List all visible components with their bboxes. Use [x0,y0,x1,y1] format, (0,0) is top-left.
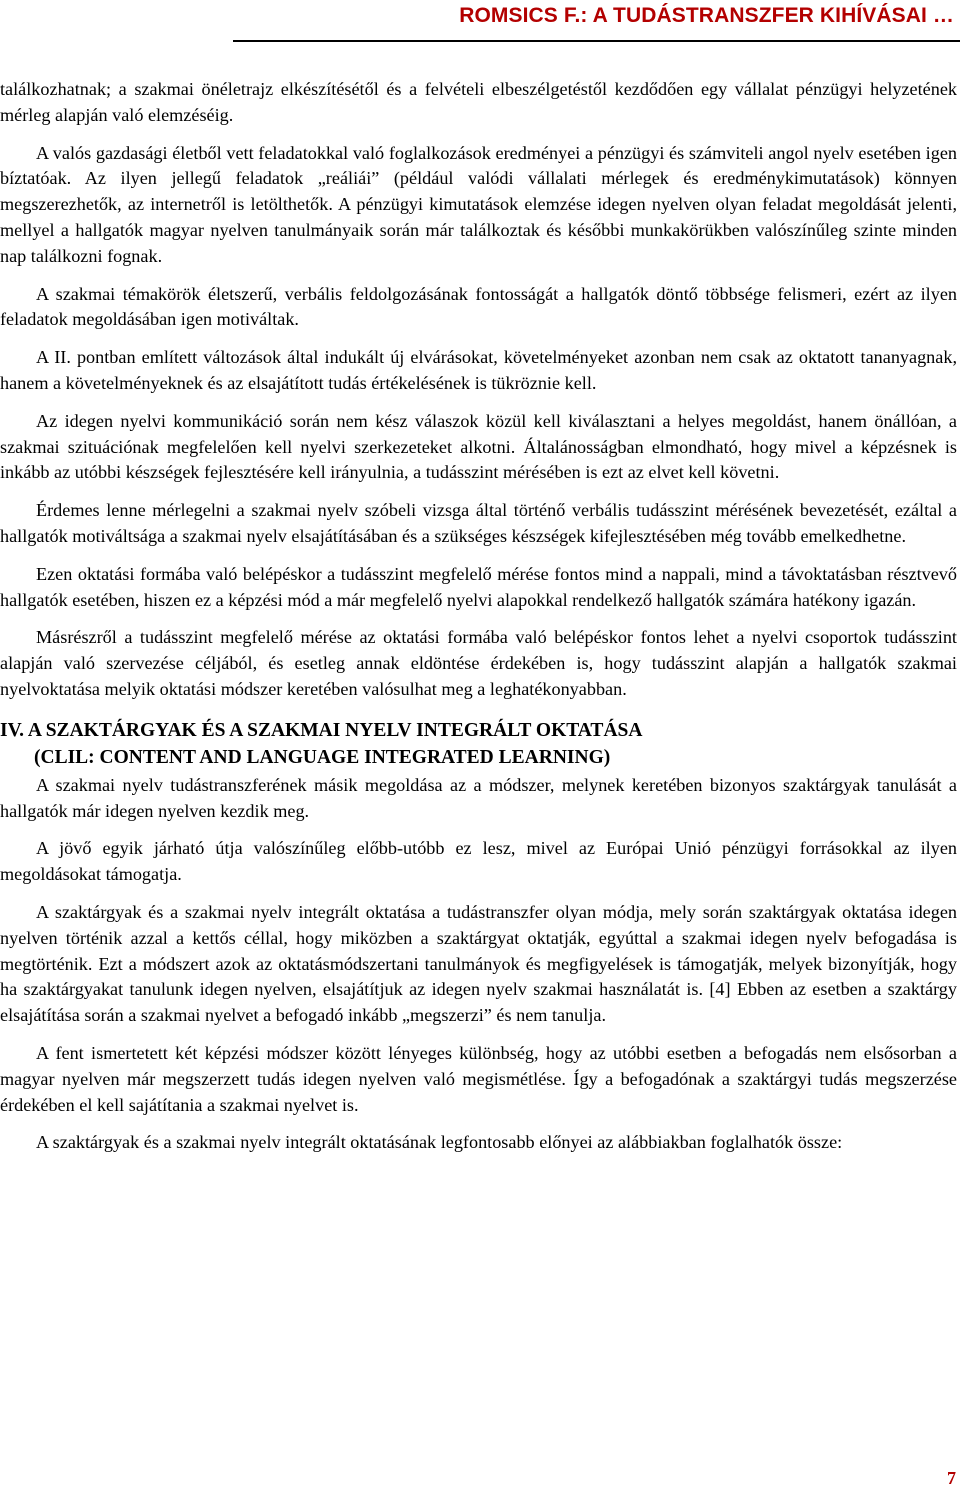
paragraph: Másrészről a tudásszint megfelelő mérése az oktatási formába való belépéskor fontos lehet a nyelvi csoportok tudásszint alapján való szervezése céljából, és esetleg annak eldöntése érdekében is, hogy tudásszint alapján a hallgatók szakmai nyelvoktatása melyik oktatási módszer keretében valósulhat meg a leghatékonyabban. [0,627,957,699]
paragraph: Ezen oktatási formába való belépéskor a tudásszint megfelelő mérése fontos mind a nappali, mind a távoktatásban résztvevő hallgatók esetében, hiszen ez a képzési mód a már megfelelő nyelvi alapokkal rendelkező hallgatók számára hatékony igazán. [0,563,957,610]
paragraph: A szakmai témakörök életszerű, verbális feldolgozásának fontosságát a hallgatók döntő többsége felismeri, ezért az ilyen feladatok megoldásában igen motiváltak. [0,283,957,330]
paragraph: A jövő egyik járható útja valószínűleg előbb-utóbb ez lesz, mivel az Európai Unió pénzügyi forrásokkal az ilyen megoldásokat támogatja. [0,838,957,885]
header-rule [233,40,960,42]
paragraph: A fent ismertetett két képzési módszer között lényeges különbség, hogy az utóbbi esetben a befogadás nem elsősorban a magyar nyelven már megszerzett tudás idegen nyelven való megismétlése. Így a befogadónak a szaktárgyi tudás megszerzése érdekében el kell sajátítania a szakmai nyelvet is. [0,1042,957,1115]
paragraph: A szaktárgyak és a szakmai nyelv integrált oktatásának legfontosabb előnyei az alábbiakban foglalhatók össze: [36,1132,843,1153]
paragraph-continuation: találkozhatnak; a szakmai önéletrajz elkészítésétől és a felvételi elbeszélgetéstől kezdődően egy vállalat pénzügyi helyzetének mérleg alapján való elemzéséig. [0,79,957,125]
document-body [0,77,957,1156]
page-number: 7 [947,1468,956,1488]
paragraph: A szaktárgyak és a szakmai nyelv integrált oktatása a tudástranszfer olyan módja, mely során szaktárgyak oktatása idegen nyelven történik azzal a kettős céllal, hogy miközben a szaktárgyat oktatják, egyúttal a szakmai idegen nyelv befogadása is megtörténik. Ezt a módszert azok az oktatásmódszertani tanulmányok és megfigyelések is támogatják, melyek bizonyítják, hogy ha szaktárgyakat tanulunk idegen nyelven, elsajátítjuk az idegen nyelv szakmai használatát is. [4] Ebben az esetben a szaktárgy elsajátítása során a szakmai nyelvet a befogadó inkább „megszerzi” és nem tanulja. [0,901,957,1026]
section-heading [0,717,957,771]
paragraph: A szakmai nyelv tudástranszferének másik megoldása az a módszer, melynek keretében bizonyos szaktárgyak tanulását a hallgatók már idegen nyelven kezdik meg. [0,774,957,821]
paragraph: A valós gazdasági életből vett feladatokkal való foglalkozások eredményei a pénzügyi és számviteli angol nyelv esetében igen bíztatóak. Az ilyen jellegű feladatok „reáliái” (például valódi vállalati mérlegek és eredménykimutatások) könnyen megszerezhetők, az internetről is letölthetők. A pénzügyi kimutatások elemzése idegen nyelven olyan feladat megoldását jelenti, mellyel a hallgatók magyar nyelven tanulmányaik során már találkoztak és későbbi munkakörükben valószínűleg szinte minden nap találkozni fognak. [0,142,957,266]
paragraph: Érdemes lenne mérlegelni a szakmai nyelv szóbeli vizsga által történő verbális tudásszint mérésének bevezetését, ezáltal a hallgatók motiváltsága a szakmai nyelv elsajátításában és a szükséges készségek kifejlesztésében még tovább emelkedhetne. [0,500,957,546]
paragraph: Az idegen nyelvi kommunikáció során nem kész válaszok közül kell kiválasztani a helyes megoldást, hanem önállóan, a szakmai szituációnak megfelelően kell nyelvi szerkezeteket alkotni. Általánosságban elmondható, hogy mivel a képzésnek is inkább az utóbbi készségek fejlesztésére kell irányulnia, a tudásszint mérésében is ezt az elvet kell követni. [0,410,957,483]
section-heading-subtitle: (CLIL: CONTENT AND LANGUAGE INTEGRATED LEARNING) [34,746,611,768]
paragraph: A II. pontban említett változások által indukált új elvárásokat, követelményeket azonban nem csak az oktatott tananyagnak, hanem a követelményeknek és az elsajátított tudás értékelésének is tükröznie kell. [0,347,957,393]
section-heading-title: IV. A SZAKTÁRGYAK ÉS A SZAKMAI NYELV INTEGRÁLT OKTATÁSA [0,719,643,741]
running-header: ROMSICS F.: A TUDÁSTRANSZFER KIHÍVÁSAI … [459,4,954,27]
